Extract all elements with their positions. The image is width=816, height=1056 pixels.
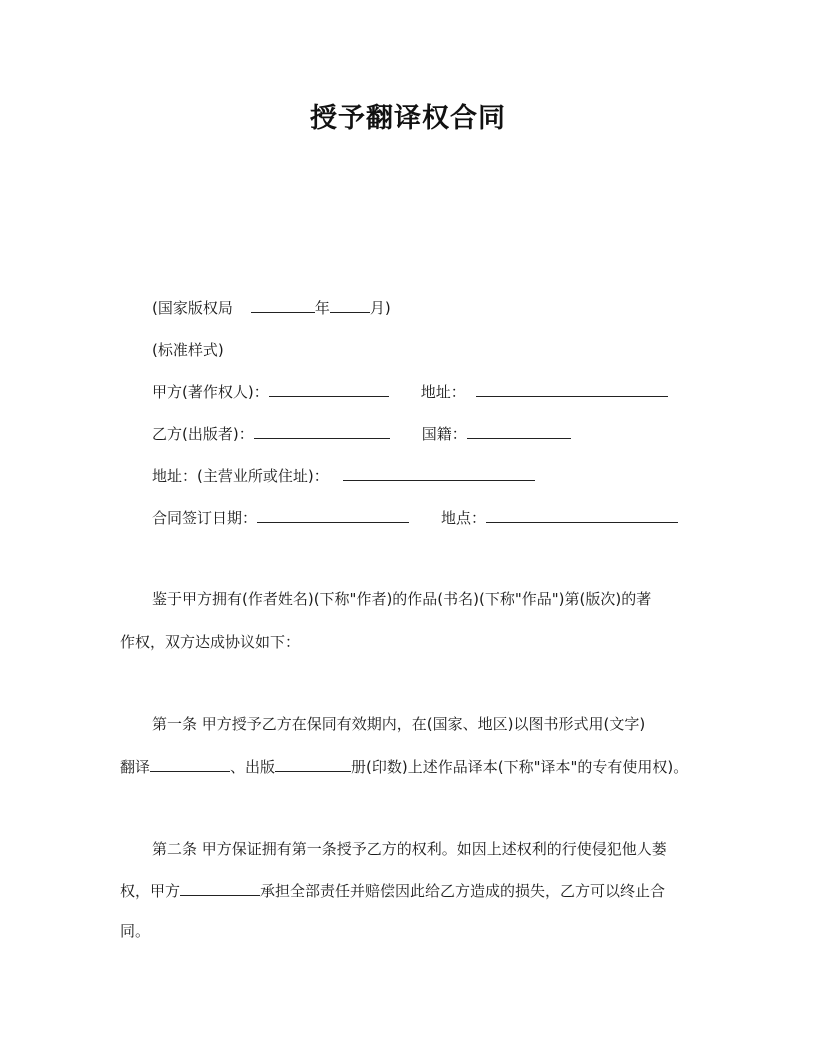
address-label: 地址：(主营业所或住址)： — [152, 467, 329, 485]
sign-date-label: 合同签订日期： — [152, 509, 258, 527]
party-b-label: 乙方(出版者)： — [152, 425, 254, 443]
place-label: 地点： — [441, 509, 487, 527]
style-note: (标准样式) — [152, 341, 224, 359]
year-label: 年 — [314, 299, 330, 317]
month-blank[interactable] — [330, 298, 370, 313]
nationality-blank[interactable] — [467, 424, 571, 439]
party-b-line — [152, 423, 571, 445]
address-blank[interactable] — [343, 466, 535, 481]
address-line — [152, 465, 535, 487]
article-2-line-3: 同。 — [120, 922, 151, 940]
translate-blank[interactable] — [150, 757, 230, 772]
place-blank[interactable] — [486, 508, 678, 523]
article-2-rest: 承担全部责任并赔偿因此给乙方造成的损失，乙方可以终止合 — [260, 882, 666, 900]
sign-date-line — [152, 507, 678, 529]
sign-date-blank[interactable] — [257, 508, 409, 523]
month-label: 月) — [369, 299, 391, 317]
nationality-label: 国籍： — [421, 425, 467, 443]
article-1-translate: 翻译 — [120, 758, 151, 776]
contract-title: 授予翻译权合同 — [310, 103, 506, 134]
party-a-address-blank[interactable] — [476, 382, 668, 397]
party-b-blank[interactable] — [254, 424, 390, 439]
article-1-publish: 、出版 — [230, 758, 276, 776]
article-2-line-2 — [120, 880, 665, 902]
preamble-line-1: 鉴于甲方拥有(作者姓名)(下称"作者)的作品(书名)(下称"作品")第(版次)的著 — [152, 590, 652, 608]
copies-blank[interactable] — [275, 757, 351, 772]
liability-blank[interactable] — [180, 881, 260, 896]
source-prefix: (国家版权局 — [152, 299, 233, 317]
party-a-label: 甲方(著作权人)： — [152, 383, 269, 401]
article-1-rest: 册(印数)上述作品译本(下称"译本"的专有使用权)。 — [351, 758, 689, 776]
party-a-line — [152, 381, 668, 403]
article-1-line-2 — [120, 756, 688, 778]
article-2-party-a: 权，甲方 — [120, 882, 181, 900]
party-a-address-label: 地址： — [420, 383, 466, 401]
party-a-blank[interactable] — [269, 382, 389, 397]
article-1-line-1: 第一条 甲方授予乙方在保同有效期内，在(国家、地区)以图书形式用(文字) — [152, 715, 646, 733]
source-line — [152, 297, 391, 319]
article-2-line-1: 第二条 甲方保证拥有第一条授予乙方的权利。如因上述权利的行使侵犯他人蒌 — [152, 840, 667, 858]
preamble-line-2: 作权，双方达成协议如下： — [120, 633, 301, 651]
year-blank[interactable] — [251, 298, 315, 313]
